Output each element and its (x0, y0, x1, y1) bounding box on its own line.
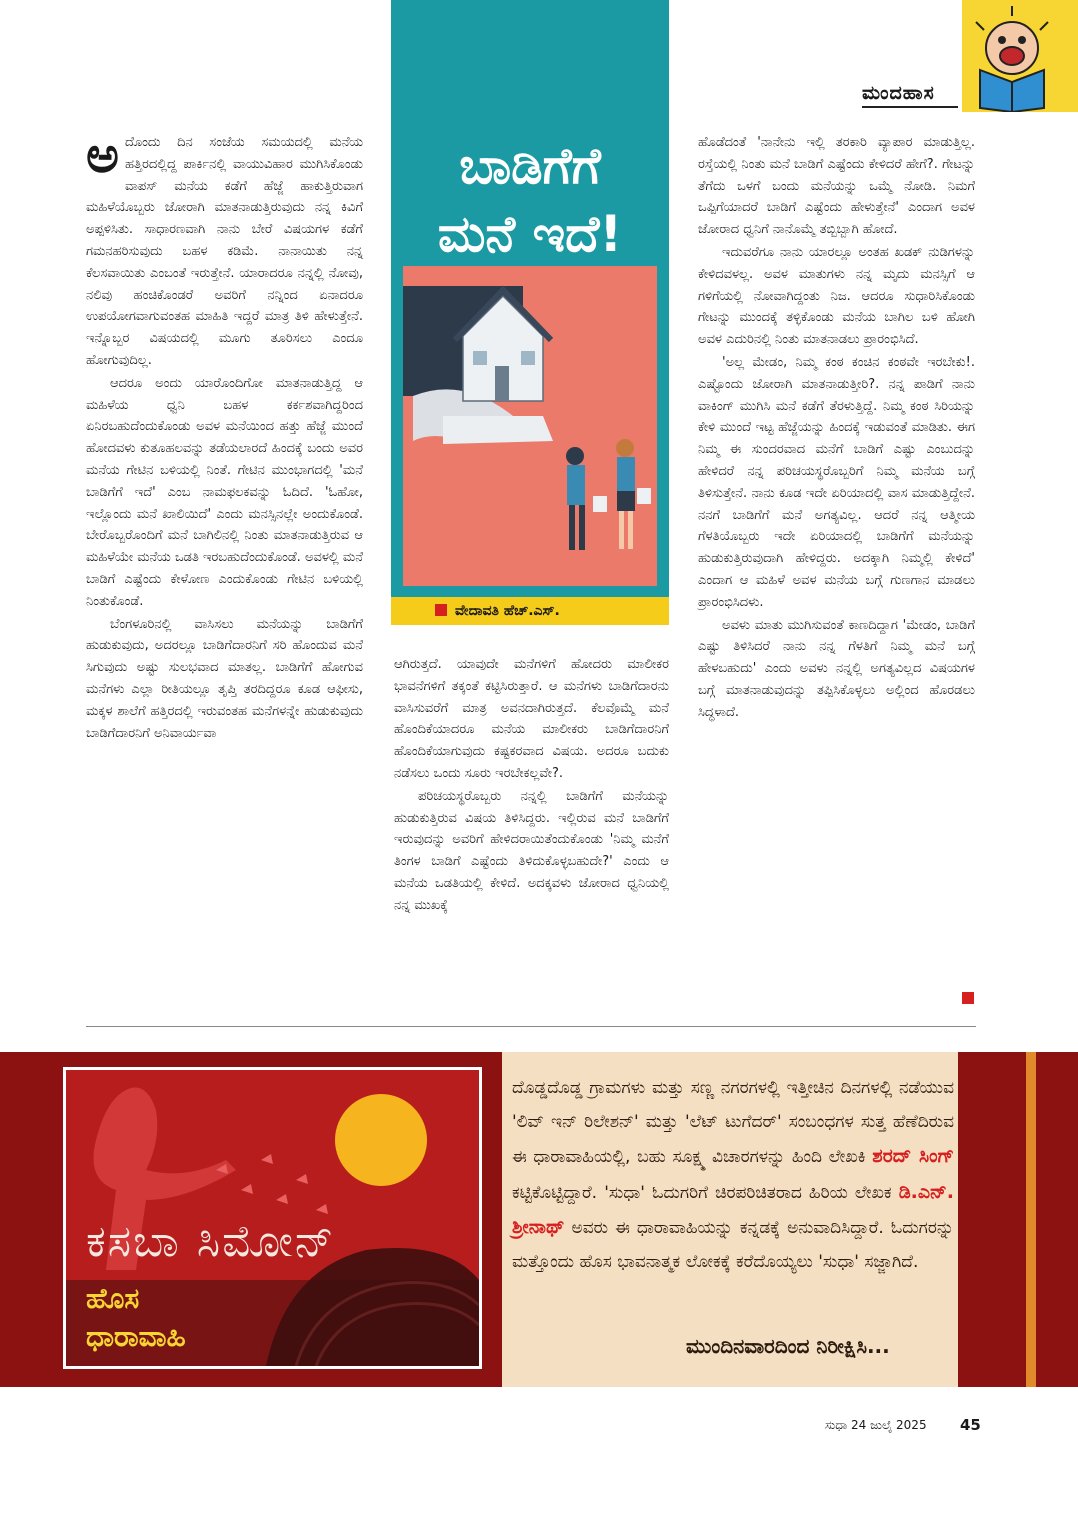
red-square-icon (435, 604, 447, 616)
author-name-highlight: ಶರದ್ ಸಿಂಗ್ (872, 1145, 955, 1168)
translator-name-highlight: ಡಿ.ಎನ್. ಶ್ರೀನಾಥ್ (512, 1180, 955, 1238)
article-paragraph: ಹೊಡೆದಂತೆ 'ನಾನೇನು ಇಲ್ಲಿ ತರಕಾರಿ ವ್ಯಾಪಾರ ಮಾಡುತ್ತಿಲ್ಲ. ರಸ್ತೆಯಲ್ಲಿ ನಿಂತು ಮನೆ ಬಾಡಿಗೆ ಎಷ್ಟೆಂದು ಕೇಳಿದರೆ ಹೇಗೆ?. ಗೇಟನ್ನು ತೆಗೆದು ಒಳಗೆ ಬಂದು ಮನೆಯನ್ನು ಒಮ್ಮೆ ನೋಡಿ. ನಿಮಗೆ ಒಪ್ಪಿಗೆಯಾದರೆ ಬಾಡಿಗೆ ಎಷ್ಟೆಂದು ಹೇಳುತ್ತೇನೆ' ಎಂದಾಗ ಅವಳ ಜೋರಾದ ಧ್ವನಿಗೆ ನಾನೊಮ್ಮೆ ತಬ್ಬಿಬ್ಬಾಗಿ ಹೋದೆ. (698, 135, 975, 238)
article-paragraph: ಪರಿಚಯಸ್ಥರೊಬ್ಬರು ನನ್ನಲ್ಲಿ ಬಾಡಿಗೆಗೆ ಮನೆಯನ್ನು ಹುಡುಕುತ್ತಿರುವ ವಿಷಯ ತಿಳಿಸಿದ್ದರು. ಇಲ್ಲಿರುವ ಮನೆ ಬಾಡಿಗೆಗೆ ಇರುವುದನ್ನು ಅವರಿಗೆ ಹೇಳಿದರಾಯಿತೆಂದುಕೊಂಡು 'ನಿಮ್ಮ ಮನೆಗೆ ತಿಂಗಳ ಬಾಡಿಗೆ ಎಷ್ಟೆಂದು ತಿಳಿದುಕೊಳ್ಳಬಹುದೇ?' ಎಂದು ಆ ಮನೆಯ ಒಡತಿಯಲ್ಲಿ ಕೇಳಿದೆ. ಅದಕ್ಕವಳು ಜೋರಾದ ಧ್ವನಿಯಲ್ಲಿ ನನ್ನ ಮುಖಕ್ಕೆ (394, 788, 669, 913)
promo-call-to-action: ಮುಂದಿನವಾರದಿಂದ ನಿರೀಕ್ಷಿಸಿ... (686, 1334, 890, 1358)
drop-cap: ಅ (86, 126, 119, 184)
article-column-2 (394, 654, 669, 918)
article-end-mark-icon (962, 992, 974, 1004)
article-paragraph: ಇದುವರೆಗೂ ನಾನು ಯಾರಲ್ಲೂ ಅಂತಹ ಖಡಕ್ ನುಡಿಗಳನ್ನು ಕೇಳಿದವಳಲ್ಲ. ಅವಳ ಮಾತುಗಳು ನನ್ನ ಮೃದು ಮನಸ್ಸಿಗೆ ಆ ಗಳಿಗೆಯಲ್ಲಿ ನೋವಾಗಿದ್ದಂತು ನಿಜ. ಆದರೂ ಸುಧಾರಿಸಿಕೊಂಡು ಗೇಟನ್ನು ಮುಂದಕ್ಕೆ ತಳ್ಳಿಕೊಂಡು ಮನೆಯ ಬಾಗಿಲ ಬಳಿ ಹೋಗಿ ಅವಳ ಎದುರಿನಲ್ಲಿ ನಿಂತು ಮಾತನಾಡಲು ಪ್ರಾರಂಭಿಸಿದೆ. (698, 244, 975, 348)
promo-description: ದೊಡ್ಡದೊಡ್ಡ ಗ್ರಾಮಗಳು ಮತ್ತು ಸಣ್ಣ ನಗರಗಳಲ್ಲಿ ಇತ್ತೀಚಿನ ದಿನಗಳಲ್ಲಿ ನಡೆಯುವ 'ಲಿವ್ ಇನ್ ರಿಲೇಶನ್' ಮತ್ತು 'ಲೆಟ್ ಟುಗೆದರ್' ಸಂಬಂಧಗಳ ಸುತ್ತ ಹೆಣೆದಿರುವ ಈ ಧಾರಾವಾಹಿಯಲ್ಲಿ, ಬಹು ಸೂಕ್ಷ್ಮ ವಿಚಾರಗಳನ್ನು ಹಿಂದಿ ಲೇಖಕಿ ಶರದ್ ಸಿಂಗ್ ಕಟ್ಟಿಕೊಟ್ಟಿದ್ದಾರೆ. 'ಸುಧಾ' ಓದುಗರಿಗೆ ಚಿರಪರಿಚಿತರಾದ ಹಿರಿಯ ಲೇಖಕ ಡಿ.ಎನ್. ಶ್ರೀನಾಥ್ ಅವರು ಈ ಧಾರಾವಾಹಿಯನ್ನು ಕನ್ನಡಕ್ಕೆ ಅನುವಾದಿಸಿದ್ದಾರೆ. ಓದುಗರನ್ನು ಮತ್ತೊಂದು ಹೊಸ ಭಾವನಾತ್ಮಕ ಲೋಕಕ್ಕೆ ಕರೆದೊಯ್ಯಲು 'ಸುಧಾ' ಸಜ್ಜಾಗಿದೆ. (512, 1078, 955, 1273)
article-paragraph: 'ಅಲ್ಲ ಮೇಡಂ, ನಿಮ್ಮ ಕಂಠ ಕಂಚಿನ ಕಂಠವೇ ಇರಬೇಕು!. ಎಷ್ಟೊಂದು ಜೋರಾಗಿ ಮಾತನಾಡುತ್ತೀರಿ?. ನನ್ನ ಪಾಡಿಗೆ ನಾನು ವಾಕಿಂಗ್ ಮುಗಿಸಿ ಮನೆ ಕಡೆಗೆ ತೆರಳುತ್ತಿದ್ದೆ. ನಿಮ್ಮ ಕಂಠ ಸಿರಿಯನ್ನು ಕೇಳಿ ಮುಂದೆ ಇಟ್ಟ ಹೆಜ್ಜೆಯನ್ನು ಹಿಂದಕ್ಕೆ ಇಡುವಂತೆ ಮಾಡಿತು. ಈಗ ನಿಮ್ಮ ಈ ಸುಂದರವಾದ ಮನೆಗೆ ಬಾಡಿಗೆ ಎಷ್ಟು ಎಂಬುದನ್ನು ಹೇಳಿದರೆ ನನ್ನ ಪರಿಚಯಸ್ಥರೊಬ್ಬರಿಗೆ ನಿಮ್ಮ ಮನೆಯ ಬಗ್ಗೆ ತಿಳಿಸುತ್ತೇನೆ. ನಾನು ಕೂಡ ಇದೇ ಏರಿಯಾದಲ್ಲಿ ವಾಸ ಮಾಡುತ್ತಿದ್ದೇನೆ. ನನಗೆ ಬಾಡಿಗೆಗೆ ಮನೆ ಅಗತ್ಯವಿಲ್ಲ. ಆದರೆ ನನ್ನ ಆತ್ಮೀಯ ಗೆಳತಿಯೊಬ್ಬರು ಇದೇ ಏರಿಯಾದಲ್ಲಿ ಬಾಡಿಗೆಗೆ ಮನೆಯನ್ನು ಹುಡುಕುತ್ತಿರುವುದಾಗಿ ಹೇಳಿದ್ದರು. ಅದಕ್ಕಾಗಿ ನಿಮ್ಮಲ್ಲಿ ಕೇಳಿದೆ' ಎಂದಾಗ ಆ ಮಹಿಳೆ ಅವಳ ಮನೆಯ ಬಗ್ಗೆ ಗುಣಗಾನ ಮಾಡಲು ಪ್ರಾರಂಭಿಸಿದಳು. (698, 354, 975, 610)
article-paragraph: ಬೆಂಗಳೂರಿನಲ್ಲಿ ವಾಸಿಸಲು ಮನೆಯನ್ನು ಬಾಡಿಗೆಗೆ ಹುಡುಕುವುದು, ಅದರಲ್ಲೂ ಬಾಡಿಗೆದಾರನಿಗೆ ಸರಿ ಹೊಂದುವ ಮನೆ ಸಿಗುವುದು ಅಷ್ಟು ಸುಲಭವಾದ ಮಾತಲ್ಲ. ಬಾಡಿಗೆಗೆ ಹೋಗುವ ಮನೆಗಳು ಎಲ್ಲಾ ರೀತಿಯಲ್ಲೂ ತೃಪ್ತಿ ತರದಿದ್ದರೂ ಕೂಡ ಆಫೀಸು, ಮಕ್ಕಳ ಶಾಲೆಗೆ ಹತ್ತಿರದಲ್ಲಿ ಇರುವಂತಹ ಮನೆಗಳನ್ನೇ ಹುಡುಕುವುದು ಬಾಡಿಗೆದಾರನಿಗೆ ಅನಿವಾರ್ಯವಾ (86, 616, 363, 741)
article-paragraph: ಅವಳು ಮಾತು ಮುಗಿಸುವಂತೆ ಕಾಣದಿದ್ದಾಗ 'ಮೇಡಂ, ಬಾಡಿಗೆ ಎಷ್ಟು ತಿಳಿಸಿದರೆ ನಾನು ನನ್ನ ಗೆಳತಿಗೆ ನಿಮ್ಮ ಮನೆ ಬಗ್ಗೆ ಹೇಳಬಹುದು' ಎಂದು ಅವಳು ನನ್ನಲ್ಲಿ ಅಗತ್ಯವಿಲ್ಲದ ವಿಷಯಗಳ ಬಗ್ಗೆ ಮಾತನಾಡುವುದನ್ನು ತಪ್ಪಿಸಿಕೊಳ್ಳಲು ಅಲ್ಲಿಂದ ಹೊರಡಲು ಸಿದ್ಧಳಾದೆ. (698, 617, 975, 720)
page-number: 45 (960, 1416, 981, 1434)
article-column-1 (86, 126, 363, 745)
article-title: ಬಾಡಿಗೆಗೆ ಮನೆ ಇದೆ! (437, 137, 623, 263)
promo-stripe (1026, 1052, 1036, 1387)
section-rule (862, 106, 958, 108)
article-paragraph: ಆಗಿರುತ್ತದೆ. ಯಾವುದೇ ಮನೆಗಳಿಗೆ ಹೋದರು ಮಾಲೀಕರ ಭಾವನೆಗಳಿಗೆ ತಕ್ಕಂತೆ ಕಟ್ಟಿಸಿರುತ್ತಾರೆ. ಆ ಮನೆಗಳು ಬಾಡಿಗೆದಾರನು ವಾಸಿಸುವರೆಗೆ ಮಾತ್ರ ಅವನದಾಗಿರುತ್ತದೆ. ಕೆಲವೊಮ್ಮೆ ಮನೆ ಹೊಂದಿಕೆಯಾದರೂ ಮನೆಯ ಮಾಲೀಕರು ಬಾಡಿಗೆದಾರನಿಗೆ ಹೊಂದಿಕೆಯಾಗುವುದು ಕಷ್ಟಕರವಾದ ವಿಷಯ. ಅದರೂ ಬದುಕು ನಡೆಸಲು ಒಂದು ಸೂರು ಇರಬೇಕಲ್ಲವೇ?. (394, 657, 669, 781)
issue-date: ಸುಧಾ 24 ಜುಲೈ 2025 (825, 1418, 927, 1432)
house-in-hand-illustration (403, 266, 657, 586)
divider (86, 1026, 976, 1027)
article-column-3 (698, 132, 975, 725)
serial-promo-artwork (63, 1067, 482, 1369)
serial-title: ಕಸಬಾ ಸಿಮೋನ್ (86, 1216, 336, 1267)
serial-subtitle: ಹೊಸ ಧಾರಾವಾಹಿ (86, 1282, 186, 1353)
article-paragraph: ಅದೊಂದು ದಿನ ಸಂಜೆಯ ಸಮಯದಲ್ಲಿ ಮನೆಯ ಹತ್ತಿರದಲ್ಲಿದ್ದ ಪಾರ್ಕಿನಲ್ಲಿ ವಾಯುವಿಹಾರ ಮುಗಿಸಿಕೊಂಡು ವಾಪಸ್ ಮನೆಯ ಕಡೆಗೆ ಹೆಜ್ಜೆ ಹಾಕುತ್ತಿರುವಾಗ ಮಹಿಳೆಯೊಬ್ಬರು ಜೋರಾಗಿ ಮಾತನಾಡುತ್ತಿರುವುದು ನನ್ನ ಕಿವಿಗೆ ಅಪ್ಪಳಿಸಿತು. ಸಾಧಾರಣವಾಗಿ ನಾನು ಬೇರೆ ವಿಷಯಗಳ ಕಡೆಗೆ ಗಮನಹರಿಸುವುದು ಬಹಳ ಕಡಿಮೆ. ನಾನಾಯಿತು ನನ್ನ ಕೆಲಸವಾಯಿತು ಎಂಬಂತೆ ಇರುತ್ತೇನೆ. ಯಾರಾದರೂ ನನ್ನಲ್ಲಿ ನೋವು, ನಲಿವು ಹಂಚಿಕೊಂಡರೆ ಅವರಿಗೆ ನನ್ನಿಂದ ಏನಾದರೂ ಉಪಯೋಗವಾಗುವಂತಹ ಮಾಹಿತಿ ಇದ್ದರೆ ಮಾತ್ರ ತಿಳಿ ಹೇಳುತ್ತೇನೆ. ಇನ್ನೊಬ್ಬರ ವಿಷಯದಲ್ಲಿ ಮೂಗು ತೂರಿಸಲು ಎಂದೂ ಹೋಗುವುದಿಲ್ಲ. (86, 126, 363, 368)
article-paragraph: ಆದರೂ ಅಂದು ಯಾರೊಂದಿಗೋ ಮಾತನಾಡುತ್ತಿದ್ದ ಆ ಮಹಿಳೆಯ ಧ್ವನಿ ಬಹಳ ಕರ್ಕಶವಾಗಿದ್ದರಿಂದ ಏನಿರಬಹುದೆಂದುಕೊಂಡು ಅವಳ ಮನೆಯಿಂದ ಹತ್ತು ಹೆಜ್ಜೆ ಮುಂದೆ ಹೋದವಳು ಕುತೂಹಲವನ್ನು ತಡೆಯಲಾರದೆ ಹಿಂದಕ್ಕೆ ಬಂದು ಅವರ ಮನೆಯ ಗೇಟಿನ ಬಳಿಯಲ್ಲಿ ನಿಂತೆ. ಗೇಟಿನ ಮುಂಭಾಗದಲ್ಲಿ 'ಮನೆ ಬಾಡಿಗೆಗೆ ಇದೆ' ಎಂಬ ನಾಮಫಲಕವನ್ನು ಓದಿದೆ. 'ಓಹೋ, ಇಲ್ಲೊಂದು ಮನೆ ಖಾಲಿಯಿದೆ' ಎಂದು ಮನಸ್ಸಿನಲ್ಲೇ ಅಂದುಕೊಂಡೆ. ಬೇರೊಬ್ಬರೊಂದಿಗೆ ಮನೆ ಬಾಗಿಲಿನಲ್ಲಿ ನಿಂತು ಮಾತನಾಡುತ್ತಿರುವ ಆ ಮಹಿಳೆಯೇ ಮನೆಯ ಒಡತಿ ಇರಬಹುದೆಂದುಕೊಂಡೆ. ಅವಳಲ್ಲಿ ಮನೆ ಬಾಡಿಗೆ ಎಷ್ಟೆಂದು ಕೇಳೋಣ ಎಂದುಕೊಂಡು ಗೇಟಿನ ಬಳಿಯಲ್ಲಿ ನಿಂತುಕೊಂಡೆ. (86, 375, 363, 609)
author-byline: ವೇದಾವತಿ ಹೆಚ್.ಎಸ್. (391, 597, 669, 625)
section-label: ಮಂದಹಾಸ (862, 82, 935, 104)
reading-mascot-icon (962, 0, 1078, 112)
